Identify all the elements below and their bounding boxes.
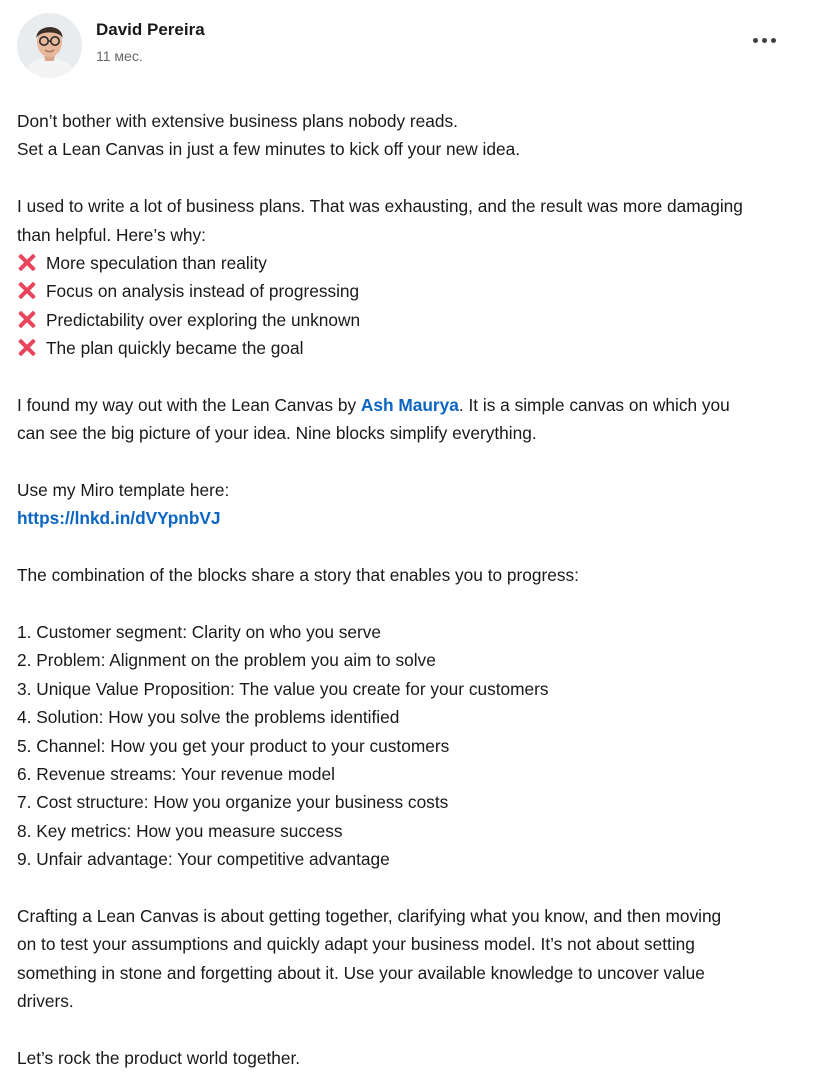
post-line: than helpful. Here’s why:	[17, 224, 206, 245]
block-list-item: 3. Unique Value Proposition: The value you create for your customers	[17, 678, 549, 699]
template-link[interactable]: https://lnkd.in/dVYpnbVJ	[17, 508, 221, 529]
con-list-item	[17, 334, 817, 362]
post-line: drivers.	[17, 991, 74, 1012]
block-list-item: 8. Key metrics: How you measure success	[17, 820, 343, 841]
block-list-item: 4. Solution: How you solve the problems identified	[17, 707, 400, 728]
template-label: Use my Miro template here:	[17, 480, 230, 501]
author-avatar[interactable]	[17, 13, 82, 78]
con-item-text: The plan quickly became the goal	[46, 338, 304, 359]
more-options-icon[interactable]	[740, 24, 788, 56]
con-list-item	[17, 249, 817, 277]
con-item-text: More speculation than reality	[46, 252, 267, 273]
block-list-item: 2. Problem: Alignment on the problem you aim to solve	[17, 650, 436, 671]
block-list-item: 9. Unfair advantage: Your competitive advantage	[17, 849, 390, 870]
cross-mark-icon	[17, 338, 36, 357]
block-list-item: 6. Revenue streams: Your revenue model	[17, 763, 335, 784]
block-list-item: 7. Cost structure: How you organize your business costs	[17, 792, 449, 813]
post-text: . It is a simple canvas on which you	[458, 394, 730, 415]
post-text: I found my way out with the Lean Canvas by	[17, 394, 361, 415]
post-line: Crafting a Lean Canvas is about getting together, clarifying what you know, and then moving	[17, 905, 722, 926]
post-line	[17, 391, 817, 419]
post-line: I used to write a lot of business plans. That was exhausting, and the result was more damaging	[17, 196, 743, 217]
cross-mark-icon	[17, 253, 36, 272]
con-item-text: Focus on analysis instead of progressing	[46, 281, 360, 302]
post-line: Don’t bother with extensive business plans nobody reads.	[17, 111, 458, 131]
post-line: can see the big picture of your idea. Nine blocks simplify everything.	[17, 423, 537, 444]
con-item-text: Predictability over exploring the unknown	[46, 309, 361, 330]
block-list-item: 5. Channel: How you get your product to your customers	[17, 735, 450, 756]
cross-mark-icon	[17, 281, 36, 300]
post-line: The combination of the blocks share a story that enables you to progress:	[17, 565, 579, 586]
block-list-item: 1. Customer segment: Clarity on who you serve	[17, 622, 382, 643]
mention-ash-maurya[interactable]: Ash Maurya	[360, 394, 459, 415]
post-line: on to test your assumptions and quickly adapt your business model. It’s not about setting	[17, 934, 695, 955]
post-timestamp: 11 мес.	[96, 48, 143, 64]
post-line: something in stone and forgetting about it. Use your available knowledge to uncover value	[17, 962, 705, 983]
post-body	[17, 107, 817, 1072]
post-line: Set a Lean Canvas in just a few minutes to kick off your new idea.	[17, 139, 521, 160]
cross-mark-icon	[17, 310, 36, 329]
post-signoff: Let’s rock the product world together.	[17, 1047, 301, 1068]
con-list-item	[17, 277, 817, 305]
author-name[interactable]: David Pereira	[96, 20, 205, 39]
con-list-item	[17, 306, 817, 334]
